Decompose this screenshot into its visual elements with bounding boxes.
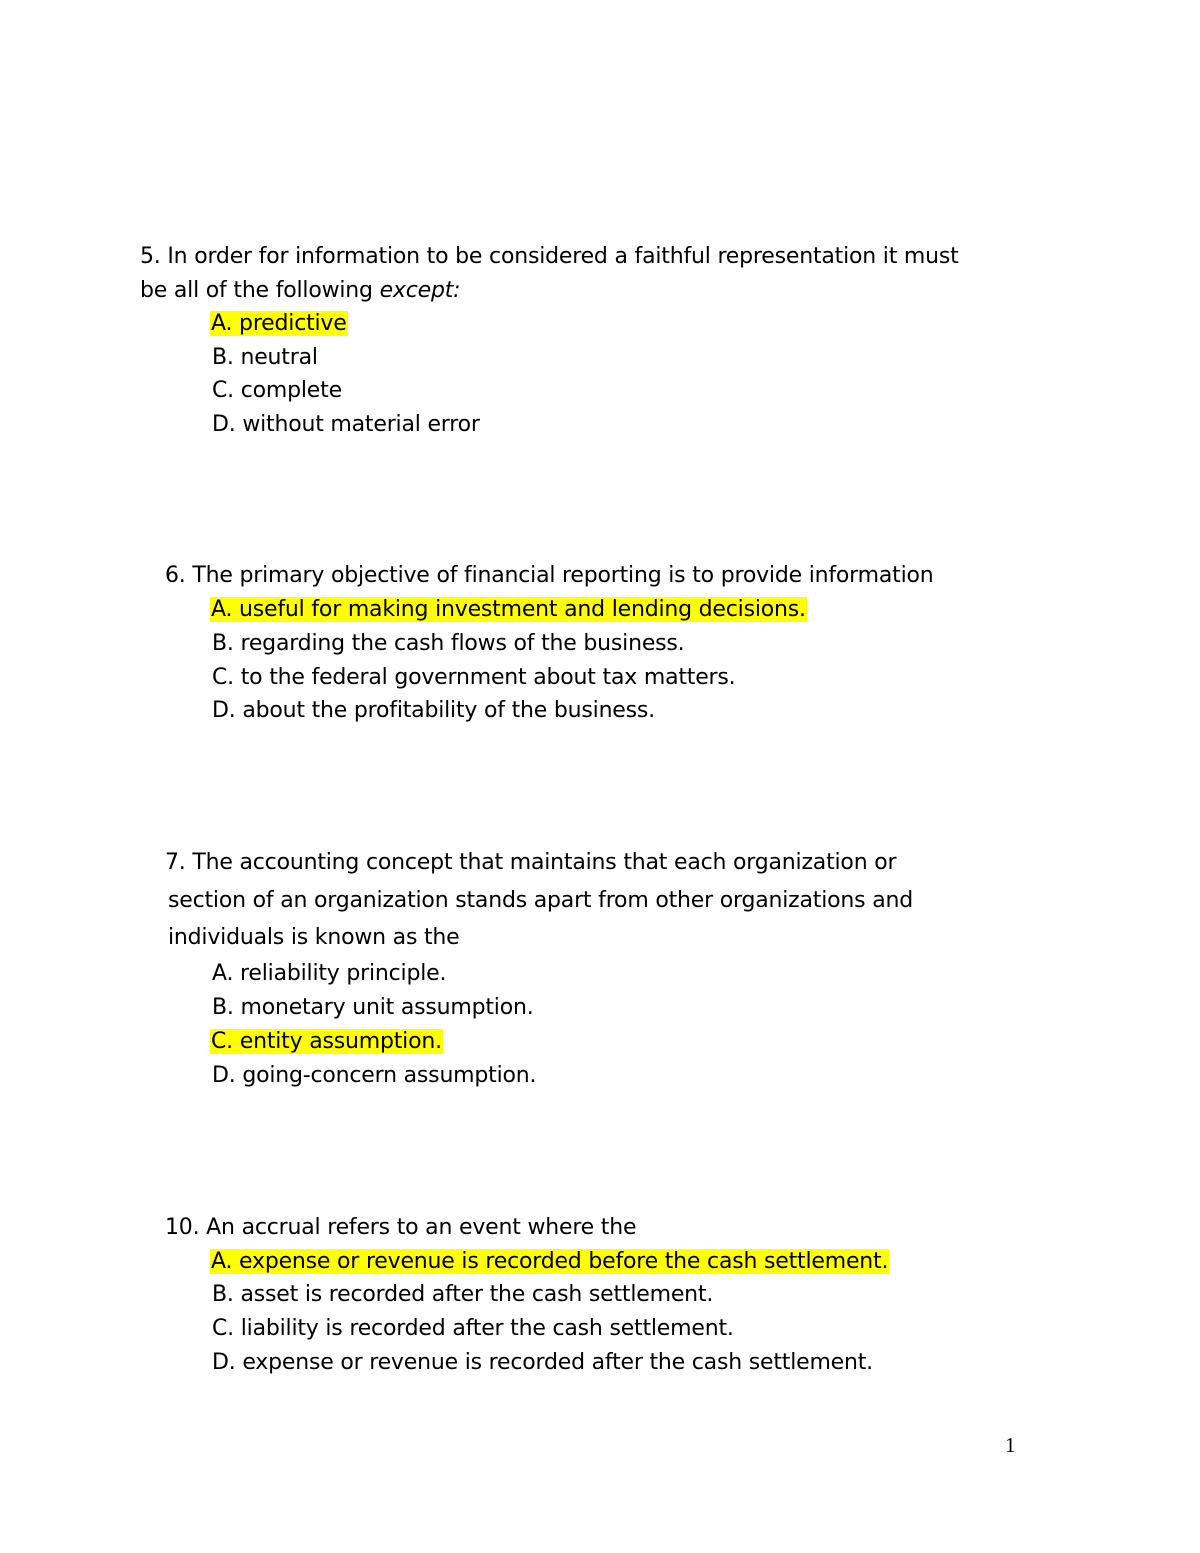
question-7-option-c	[210, 1027, 443, 1057]
page-number: 1	[1005, 1433, 1016, 1457]
question-10-option-d: D. expense or revenue is recorded after the cash settlement.	[212, 1350, 873, 1375]
question-5-stem-line-1: 5. In order for information to be considered a faithful representation it must	[140, 244, 959, 269]
question-6-stem-line-1: 6. The primary objective of financial reporting is to provide information	[165, 563, 934, 588]
question-10-stem-line-1: 10. An accrual refers to an event where the	[165, 1215, 637, 1240]
question-6-option-a	[210, 595, 807, 625]
question-5-emphasis: except:	[379, 278, 461, 303]
question-5-option-d: D. without material error	[212, 412, 480, 437]
question-7-stem-line-2: section of an organization stands apart from other organizations and	[168, 888, 913, 913]
question-7-option-a: A. reliability principle.	[212, 961, 447, 986]
question-10-option-b: B. asset is recorded after the cash settlement.	[212, 1282, 714, 1307]
question-6-option-d: D. about the profitability of the business.	[212, 698, 655, 723]
question-10-option-a	[210, 1247, 889, 1277]
question-7-option-b: B. monetary unit assumption.	[212, 995, 534, 1020]
question-5-option-c: C. complete	[212, 378, 342, 403]
answer-highlight: A. predictive	[211, 311, 347, 336]
question-7-option-d: D. going-concern assumption.	[212, 1063, 537, 1088]
question-5-option-a	[210, 309, 348, 339]
question-7-stem-line-1: 7. The accounting concept that maintains that each organization or	[165, 850, 897, 875]
question-7-stem-line-3: individuals is known as the	[168, 925, 460, 950]
question-5-stem-line-2	[140, 276, 460, 306]
answer-highlight: C. entity assumption.	[211, 1029, 442, 1054]
question-5-stem-text: be all of the following	[140, 278, 380, 303]
question-6-option-c: C. to the federal government about tax matters.	[212, 665, 736, 690]
answer-highlight: A. useful for making investment and lending decisions.	[211, 597, 806, 622]
answer-highlight: A. expense or revenue is recorded before the cash settlement.	[211, 1249, 889, 1274]
question-6-option-b: B. regarding the cash flows of the business.	[212, 631, 685, 656]
question-5-option-b: B. neutral	[212, 345, 318, 370]
question-10-option-c: C. liability is recorded after the cash settlement.	[212, 1316, 734, 1341]
